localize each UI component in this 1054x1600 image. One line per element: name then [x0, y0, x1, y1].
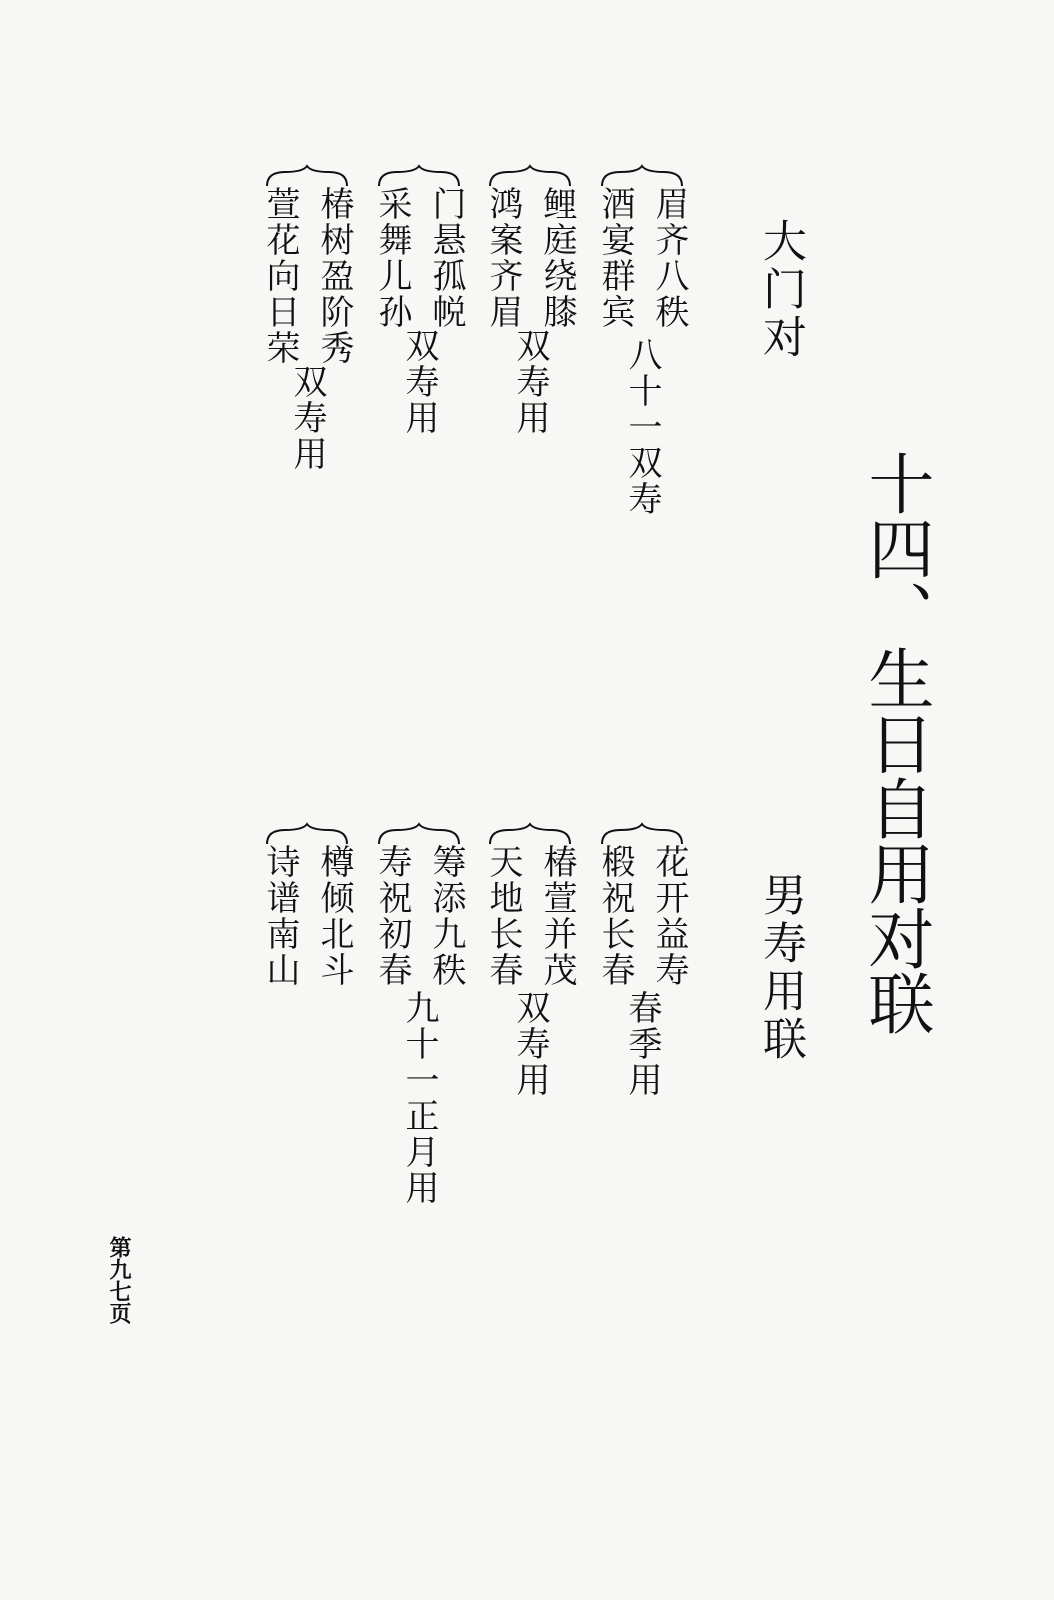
- couplet-line: 萱花向日荣: [260, 186, 300, 366]
- section-heading-male: 男寿用联: [755, 872, 806, 1064]
- couplet-note: 双寿用: [399, 328, 439, 436]
- couplet-note: 双寿用: [287, 364, 327, 472]
- couplet-line: 樽倾北斗: [314, 844, 354, 988]
- couplet-brace: [377, 164, 461, 188]
- couplet-line: 花开益寿: [649, 844, 689, 988]
- couplet-line: 鲤庭绕膝: [537, 186, 577, 330]
- section-heading-gate: 大门对: [755, 218, 806, 362]
- couplet-line: 采舞儿孙: [372, 186, 412, 330]
- couplet-note: 双寿用: [510, 990, 550, 1098]
- chapter-title: 十四、生日自用对联: [857, 450, 934, 1035]
- couplet-line: 寿祝初春: [372, 844, 412, 988]
- couplet-line: 筹添九秩: [426, 844, 466, 988]
- couplet-line: 椿树盈阶秀: [314, 186, 354, 366]
- couplet-brace: [600, 164, 684, 188]
- couplet-brace: [488, 822, 572, 846]
- couplet-note: 八十一双寿: [622, 337, 662, 517]
- page-number: 第九七页: [106, 1236, 132, 1324]
- couplet-line: 椴祝长春: [595, 844, 635, 988]
- couplet-brace: [265, 164, 349, 188]
- couplet-note: 春季用: [622, 990, 662, 1098]
- couplet-line: 鸿案齐眉: [483, 186, 523, 330]
- couplet-line: 诗谱南山: [260, 844, 300, 988]
- couplet-brace: [488, 164, 572, 188]
- couplet-note: 九十一正月用: [399, 990, 439, 1206]
- couplet-line: 眉齐八秩: [649, 186, 689, 330]
- couplet-line: 天地长春: [483, 844, 523, 988]
- couplet-brace: [600, 822, 684, 846]
- couplet-line: 门悬孤帨: [426, 186, 466, 330]
- couplet-note: 双寿用: [510, 328, 550, 436]
- couplet-brace: [377, 822, 461, 846]
- couplet-line: 酒宴群宾: [595, 186, 635, 330]
- couplet-line: 椿萱并茂: [537, 844, 577, 988]
- couplet-brace: [265, 822, 349, 846]
